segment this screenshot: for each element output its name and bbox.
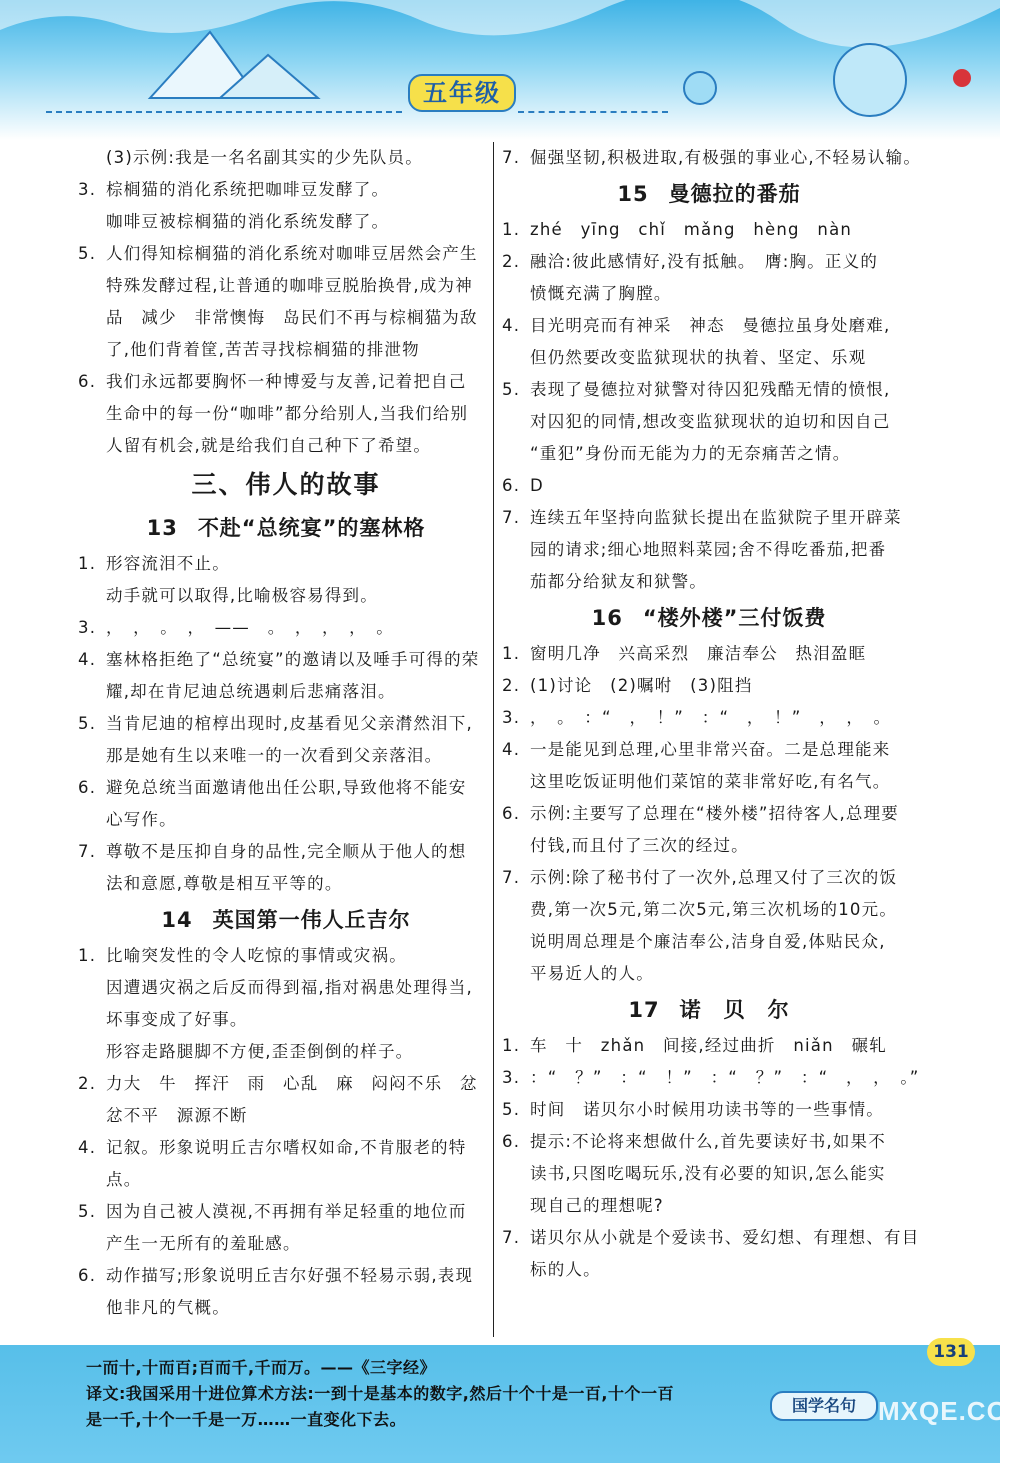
lesson-name: 诺 贝 尔 — [679, 998, 790, 1022]
item-number: 2. — [78, 1074, 97, 1093]
answer-text: 生命中的每一份“咖啡”都分给别人,当我们给别 — [106, 404, 469, 423]
answer-text: “重犯”身份而无能为力的无奈痛苦之情。 — [530, 444, 851, 463]
answer-text: 形容走路腿脚不方便,歪歪倒倒的样子。 — [106, 1042, 414, 1061]
answer-item — [78, 1260, 494, 1324]
answer-line — [502, 1222, 920, 1254]
answer-line — [78, 366, 494, 398]
answer-line — [502, 734, 916, 766]
answer-text: (3)示例:我是一名名副其实的少先队员。 — [106, 148, 423, 167]
lesson-number: 17 — [628, 998, 660, 1022]
answer-line — [78, 1132, 494, 1164]
answer-line — [78, 940, 494, 972]
answer-text: 标的人。 — [530, 1260, 601, 1279]
answer-line — [502, 638, 916, 670]
column-divider — [493, 142, 494, 1337]
answer-line — [78, 1100, 494, 1132]
answer-line — [502, 1158, 916, 1190]
answer-text: 目光明亮而有神采 神态 曼德拉虽身处磨难, — [530, 316, 891, 335]
answer-text: 读书,只图吃喝玩乐,没有必要的知识,怎么能实 — [530, 1164, 886, 1183]
answer-line — [502, 246, 916, 278]
answer-item — [502, 502, 916, 598]
answer-item — [502, 734, 916, 798]
answer-line — [78, 1164, 494, 1196]
answer-item — [78, 238, 494, 366]
answer-line — [502, 958, 916, 990]
answer-text: zhé yīng chǐ mǎng hèng nàn — [530, 220, 853, 239]
answer-line — [502, 406, 916, 438]
item-number: 1. — [78, 946, 97, 965]
lesson-name: 英国第一伟人丘吉尔 — [212, 908, 411, 932]
answer-item — [502, 246, 916, 310]
answer-line — [502, 766, 916, 798]
answer-text: 茄都分给狱友和狱警。 — [530, 572, 707, 591]
answer-text: 一是能见到总理,心里非常兴奋。二是总理能来 — [530, 740, 891, 759]
answer-text: 避免总统当面邀请他出任公职,导致他将不能安 — [106, 778, 467, 797]
item-number: 4. — [78, 1138, 97, 1157]
answer-item — [502, 374, 916, 470]
answer-text: 诺贝尔从小就是个爱读书、爱幻想、有理想、有目 — [530, 1228, 920, 1247]
answer-line — [78, 1196, 494, 1228]
answer-line — [502, 702, 916, 734]
lesson-number: 14 — [161, 908, 193, 932]
answer-line — [502, 534, 916, 566]
answer-text: 因遭遇灾祸之后反而得到福,指对祸患处理得当, — [106, 978, 473, 997]
item-number: 3. — [502, 1068, 521, 1087]
answer-text: 费,第一次5元,第二次5元,第三次机场的10元。 — [530, 900, 898, 919]
header-dash-left — [46, 111, 402, 113]
grade-badge: 五年级 — [408, 74, 516, 112]
answer-line — [78, 548, 494, 580]
answer-line — [502, 142, 922, 174]
item-number: 5. — [78, 714, 97, 733]
answer-item — [502, 1062, 920, 1094]
answer-line — [502, 278, 916, 310]
answer-line — [502, 1254, 916, 1286]
lesson-title — [78, 900, 494, 940]
item-number: 7. — [502, 1228, 521, 1247]
answer-text: 咖啡豆被棕榈猫的消化系统发酵了。 — [106, 212, 390, 231]
answer-text: 人留有机会,就是给我们自己种下了希望。 — [106, 436, 432, 455]
answer-item — [78, 548, 494, 612]
answer-item — [502, 638, 916, 670]
answer-item — [502, 670, 916, 702]
answer-text: 坏事变成了好事。 — [106, 1010, 248, 1029]
answer-item — [78, 612, 494, 644]
answer-line — [502, 342, 916, 374]
answer-item — [78, 644, 494, 708]
answer-text: 窗明几净 兴高采烈 廉洁奉公 热泪盈眶 — [530, 644, 867, 663]
answer-text: 尊敬不是压抑自身的品性,完全顺从于他人的想 — [106, 842, 467, 861]
answer-text: 愤慨充满了胸膛。 — [530, 284, 672, 303]
right-column — [502, 142, 922, 1286]
item-number: 1. — [502, 220, 521, 239]
answer-text: 融洽:彼此感情好,没有抵触。 膺:胸。正义的 — [530, 252, 879, 271]
answer-line — [502, 566, 916, 598]
answer-line — [502, 1190, 916, 1222]
lesson-title — [502, 598, 916, 638]
item-number: 4. — [502, 316, 521, 335]
item-number: 3. — [78, 618, 97, 637]
left-column — [78, 142, 494, 1324]
answer-line — [78, 302, 494, 334]
answer-line — [78, 708, 494, 740]
answer-item — [78, 1132, 494, 1196]
answer-line — [78, 206, 494, 238]
answer-item — [502, 142, 922, 174]
answer-line — [78, 334, 494, 366]
item-number: 6. — [78, 778, 97, 797]
answer-text: 连续五年坚持向监狱长提出在监狱院子里开辟菜 — [530, 508, 902, 527]
answer-item — [78, 142, 494, 174]
answer-line — [502, 1094, 916, 1126]
answer-line — [502, 438, 916, 470]
answer-text: 他非凡的气概。 — [106, 1298, 230, 1317]
answer-text: 特殊发酵过程,让普通的咖啡豆脱胎换骨,成为神 — [106, 276, 473, 295]
answer-text: 说明周总理是个廉洁奉公,洁身自爱,体贴民众, — [530, 932, 886, 951]
answer-text: 表现了曼德拉对狱警对待囚犯残酷无情的愤恨, — [530, 380, 891, 399]
answer-line — [78, 836, 494, 868]
footer-translation-2: 是一千,十个一千是一万……一直变化下去。 — [86, 1410, 407, 1429]
item-number: 1. — [78, 554, 97, 573]
lesson-title — [78, 508, 494, 548]
answer-line — [78, 238, 494, 270]
answer-line — [502, 862, 916, 894]
answer-text: 人们得知棕榈猫的消化系统对咖啡豆居然会产生 — [106, 244, 478, 263]
answer-text: 因为自己被人漠视,不再拥有举足轻重的地位而 — [106, 1202, 467, 1221]
answer-item — [502, 214, 916, 246]
answer-line — [502, 798, 916, 830]
answer-text: 示例:除了秘书付了一次外,总理又付了三次的饭 — [530, 868, 898, 887]
answer-item — [502, 1126, 916, 1222]
answer-text: 示例:主要写了总理在“楼外楼”招待客人,总理要 — [530, 804, 900, 823]
item-number: 1. — [502, 644, 521, 663]
item-number: 1. — [502, 1036, 521, 1055]
answer-line — [78, 972, 494, 1004]
item-number: 7. — [78, 842, 97, 861]
answer-line — [502, 670, 916, 702]
answer-line — [78, 644, 494, 676]
item-number: 7. — [502, 868, 521, 887]
answer-text: 力大 牛 挥汗 雨 心乱 麻 闷闷不乐 忿 — [106, 1074, 478, 1093]
lesson-number: 13 — [146, 516, 178, 540]
answer-line — [502, 1030, 916, 1062]
answer-line — [502, 1062, 920, 1094]
item-number: 5. — [502, 1100, 521, 1119]
answer-text: 付钱,而且付了三次的经过。 — [530, 836, 749, 855]
answer-text: 形容流泪不止。 — [106, 554, 230, 573]
answer-text: 平易近人的人。 — [530, 964, 654, 983]
answer-text: ：“ ？” ：“ ！” ：“ ？” ：“ ， ， 。” — [530, 1068, 920, 1087]
answer-line — [502, 926, 916, 958]
answer-text: 但仍然要改变监狱现状的执着、坚定、乐观 — [530, 348, 867, 367]
answer-text: 提示:不论将来想做什么,首先要读好书,如果不 — [530, 1132, 886, 1151]
answer-item — [78, 940, 494, 1068]
answer-text: 时间 诺贝尔小时候用功读书等的一些事情。 — [530, 1100, 884, 1119]
answer-line — [78, 270, 494, 302]
answer-text: 园的请求;细心地照料菜园;舍不得吃番茄,把番 — [530, 540, 887, 559]
answer-line — [78, 430, 494, 462]
lesson-name: 曼德拉的番茄 — [668, 182, 801, 206]
item-number: 2. — [502, 252, 521, 271]
answer-text: (1)讨论 (2)嘱咐 (3)阻挡 — [530, 676, 753, 695]
answer-line — [78, 1036, 494, 1068]
lesson-number: 16 — [591, 606, 623, 630]
section-title: 三、伟人的故事 — [191, 470, 381, 499]
item-number: 6. — [78, 1266, 97, 1285]
lesson-title — [502, 990, 916, 1030]
answer-text: 那是她有生以来唯一的一次看到父亲落泪。 — [106, 746, 443, 765]
answer-line — [78, 740, 494, 772]
answer-line — [502, 310, 916, 342]
answer-line — [78, 676, 494, 708]
answer-line — [502, 894, 916, 926]
answer-text: 当肯尼迪的棺椁出现时,皮基看见父亲潸然泪下, — [106, 714, 473, 733]
answer-text: 车 十 zhǎn 间接,经过曲折 niǎn 碾轧 — [530, 1036, 887, 1055]
answer-text: D — [530, 476, 544, 495]
answer-line — [78, 398, 494, 430]
item-number: 6. — [502, 1132, 521, 1151]
answer-line — [78, 1260, 494, 1292]
answer-line — [78, 580, 494, 612]
item-number: 5. — [78, 1202, 97, 1221]
answer-text: 比喻突发性的令人吃惊的事情或灾祸。 — [106, 946, 407, 965]
answer-text: ， 。 ：“ ， ！” ：“ ， ！” ， ， 。 — [530, 708, 892, 727]
item-number: 2. — [502, 676, 521, 695]
answer-line — [502, 214, 916, 246]
answer-item — [502, 798, 916, 862]
answer-text: 我们永远都要胸怀一种博爱与友善,记着把自己 — [106, 372, 467, 391]
item-number: 5. — [502, 380, 521, 399]
item-number: 7. — [502, 148, 521, 167]
header-dash-right — [518, 111, 668, 113]
footer-quote: 一而十,十而百;百而千,千而万。——《三字经》 — [86, 1358, 437, 1377]
answer-text: 产生一无所有的羞耻感。 — [106, 1234, 301, 1253]
answer-text: 塞林格拒绝了“总统宴”的邀请以及唾手可得的荣 — [106, 650, 480, 669]
answer-item — [78, 366, 494, 462]
answer-item — [78, 708, 494, 772]
answer-item — [78, 174, 494, 238]
guoxue-tag: 国学名句 — [770, 1391, 878, 1421]
answer-text: 了,他们背着筐,苦苦寻找棕榈猫的排泄物 — [106, 340, 420, 359]
answer-text: 棕榈猫的消化系统把咖啡豆发酵了。 — [106, 180, 390, 199]
answer-text: ， ， 。 ， —— 。 ， ， ， 。 — [106, 618, 394, 637]
answer-text: 现自己的理想呢? — [530, 1196, 664, 1215]
answer-text: 耀,却在肯尼迪总统遇刺后悲痛落泪。 — [106, 682, 396, 701]
answer-item — [502, 1030, 916, 1062]
item-number: 6. — [78, 372, 97, 391]
answer-text: 这里吃饭证明他们菜馆的菜非常好吃,有名气。 — [530, 772, 891, 791]
answer-item — [78, 836, 494, 900]
answer-text: 对囚犯的同情,想改变监狱现状的迫切和因自己 — [530, 412, 891, 431]
item-number: 3. — [78, 180, 97, 199]
answer-line — [78, 804, 494, 836]
answer-item — [502, 1094, 916, 1126]
answer-line — [78, 612, 494, 644]
answer-line — [502, 830, 916, 862]
answer-item — [502, 470, 916, 502]
answer-line — [78, 1292, 494, 1324]
answer-line — [78, 174, 494, 206]
answer-line — [502, 374, 916, 406]
answer-text: 动作描写;形象说明丘吉尔好强不轻易示弱,表现 — [106, 1266, 474, 1285]
answer-item — [502, 702, 916, 734]
watermark: MXQE.COM — [878, 1396, 1030, 1426]
item-number: 4. — [78, 650, 97, 669]
answer-line — [78, 1068, 494, 1100]
answer-text: 品 减少 非常懊悔 岛民们不再与棕榈猫为敌 — [106, 308, 478, 327]
answer-line — [78, 772, 494, 804]
answer-line — [78, 1004, 494, 1036]
header-banner — [0, 0, 1000, 140]
lesson-number: 15 — [617, 182, 649, 206]
header-illustration — [0, 0, 1000, 140]
answer-item — [78, 1196, 494, 1260]
answer-item — [78, 772, 494, 836]
answer-line — [78, 868, 494, 900]
answer-item — [502, 310, 916, 374]
answer-line — [78, 142, 494, 174]
answer-text: 记叙。形象说明丘吉尔嗜权如命,不肯服老的特 — [106, 1138, 467, 1157]
answer-text: 倔强坚韧,积极进取,有极强的事业心,不轻易认输。 — [530, 148, 922, 167]
answer-text: 心写作。 — [106, 810, 177, 829]
footer-translation-1: 译文:我国采用十进位算术方法:一到十是基本的数字,然后十个十是一百,十个一百 — [86, 1384, 674, 1403]
answer-line — [502, 1126, 916, 1158]
lesson-title — [502, 174, 916, 214]
item-number: 3. — [502, 708, 521, 727]
page-number: 131 — [927, 1338, 975, 1366]
item-number: 5. — [78, 244, 97, 263]
item-number: 6. — [502, 476, 521, 495]
lesson-name: “楼外楼”三付饭费 — [642, 606, 827, 630]
item-number: 4. — [502, 740, 521, 759]
item-number: 7. — [502, 508, 521, 527]
item-number: 6. — [502, 804, 521, 823]
answer-text: 动手就可以取得,比喻极容易得到。 — [106, 586, 378, 605]
answer-line — [502, 470, 916, 502]
answer-text: 忿不平 源源不断 — [106, 1106, 248, 1125]
answer-text: 点。 — [106, 1170, 142, 1189]
answer-text: 法和意愿,尊敬是相互平等的。 — [106, 874, 343, 893]
answer-item — [502, 862, 916, 990]
answer-line — [78, 1228, 494, 1260]
answer-item — [502, 1222, 920, 1286]
answer-line — [502, 502, 916, 534]
lesson-name: 不赴“总统宴”的塞林格 — [197, 516, 426, 540]
answer-item — [78, 1068, 494, 1132]
